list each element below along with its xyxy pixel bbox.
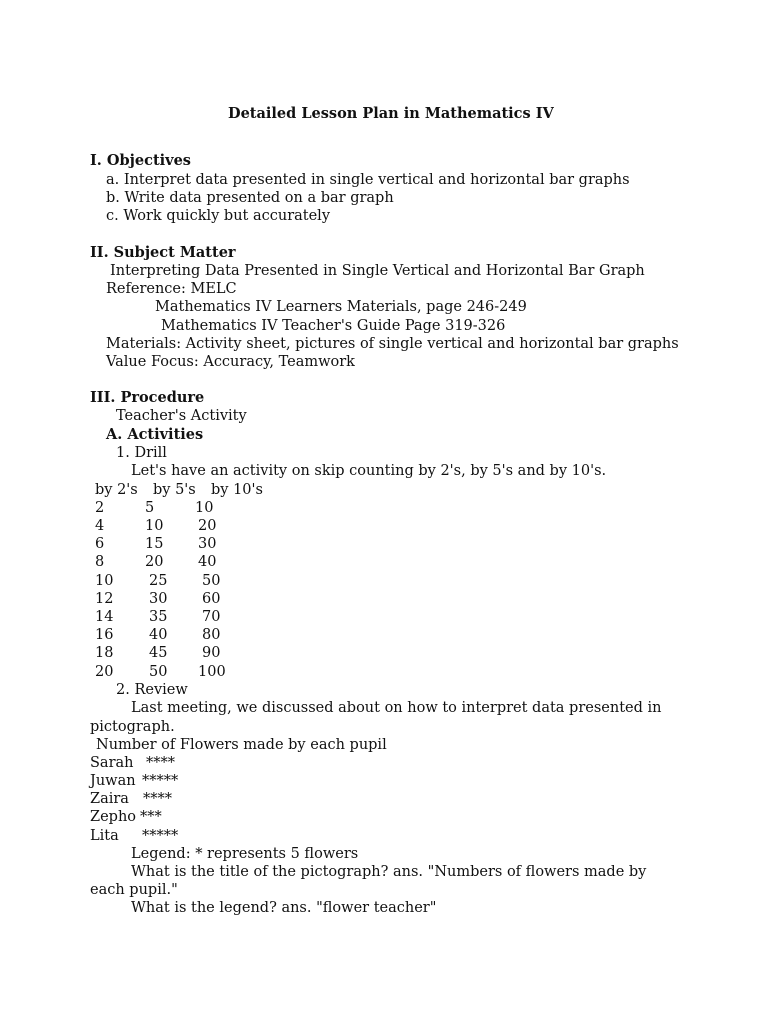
table-cell: 10 bbox=[145, 518, 164, 534]
table-cell: 30 bbox=[149, 591, 168, 607]
value-focus-line: Value Focus: Accuracy, Teamwork bbox=[106, 354, 355, 370]
reference-label: Reference: MELC bbox=[106, 281, 237, 297]
pupil-name: Zepho bbox=[90, 809, 137, 825]
table-cell: 40 bbox=[149, 627, 168, 643]
review-text-line: Last meeting, we discussed about on how to interpret data presented in bbox=[131, 700, 662, 716]
pupil-stars: ***** bbox=[142, 828, 179, 844]
activities-heading: A. Activities bbox=[106, 426, 204, 443]
pictograph-title: Number of Flowers made by each pupil bbox=[96, 737, 387, 753]
table-header-by-2: by 2's bbox=[95, 482, 138, 498]
subject-matter-heading: II. Subject Matter bbox=[90, 244, 236, 261]
objectives-heading: I. Objectives bbox=[90, 152, 191, 169]
table-cell: 40 bbox=[198, 554, 217, 570]
pupil-name: Zaira bbox=[90, 791, 129, 807]
table-cell: 35 bbox=[149, 609, 168, 625]
teacher-activity-label: Teacher's Activity bbox=[116, 408, 247, 424]
pupil-stars: *** bbox=[140, 809, 162, 825]
pupil-stars: **** bbox=[146, 755, 175, 771]
pictograph-legend: Legend: * represents 5 flowers bbox=[131, 846, 359, 862]
table-cell: 15 bbox=[145, 536, 164, 552]
table-cell: 5 bbox=[145, 500, 155, 516]
pupil-name: Sarah bbox=[90, 755, 134, 771]
objective-item: b. Write data presented on a bar graph bbox=[106, 190, 394, 206]
question-legend: What is the legend? ans. "flower teacher" bbox=[131, 900, 437, 916]
drill-label: 1. Drill bbox=[116, 445, 167, 461]
document-title: Detailed Lesson Plan in Mathematics IV bbox=[228, 105, 554, 122]
subject-topic: Interpreting Data Presented in Single Vertical and Horizontal Bar Graph bbox=[110, 263, 645, 279]
table-cell: 25 bbox=[149, 573, 168, 589]
table-cell: 4 bbox=[95, 518, 105, 534]
reference-teachers-guide: Mathematics IV Teacher's Guide Page 319-326 bbox=[161, 318, 506, 334]
table-header-by-10: by 10's bbox=[211, 482, 263, 498]
objective-item: a. Interpret data presented in single vertical and horizontal bar graphs bbox=[106, 172, 630, 188]
table-cell: 50 bbox=[149, 664, 168, 680]
objective-item: c. Work quickly but accurately bbox=[106, 208, 331, 224]
table-cell: 10 bbox=[195, 500, 214, 516]
table-cell: 70 bbox=[202, 609, 221, 625]
table-cell: 6 bbox=[95, 536, 105, 552]
procedure-heading: III. Procedure bbox=[90, 389, 205, 406]
table-cell: 30 bbox=[198, 536, 217, 552]
table-cell: 20 bbox=[198, 518, 217, 534]
review-label: 2. Review bbox=[116, 682, 188, 698]
pupil-name: Juwan bbox=[90, 773, 136, 789]
table-cell: 50 bbox=[202, 573, 221, 589]
table-cell: 45 bbox=[149, 645, 168, 661]
table-cell: 20 bbox=[145, 554, 164, 570]
question-title-continued: each pupil." bbox=[90, 882, 178, 898]
table-cell: 100 bbox=[198, 664, 226, 680]
pupil-name: Lita bbox=[90, 828, 119, 844]
review-text-line: pictograph. bbox=[90, 719, 175, 735]
table-cell: 2 bbox=[95, 500, 105, 516]
table-cell: 14 bbox=[95, 609, 114, 625]
table-cell: 80 bbox=[202, 627, 221, 643]
table-cell: 20 bbox=[95, 664, 114, 680]
table-cell: 8 bbox=[95, 554, 105, 570]
pupil-stars: **** bbox=[143, 791, 172, 807]
table-cell: 16 bbox=[95, 627, 114, 643]
table-cell: 60 bbox=[202, 591, 221, 607]
pupil-stars: ***** bbox=[142, 773, 179, 789]
table-cell: 12 bbox=[95, 591, 114, 607]
question-title: What is the title of the pictograph? ans. "Numbers of flowers made by bbox=[131, 864, 647, 880]
table-cell: 18 bbox=[95, 645, 114, 661]
table-cell: 10 bbox=[95, 573, 114, 589]
reference-learners-materials: Mathematics IV Learners Materials, page 246-249 bbox=[155, 299, 527, 315]
drill-instruction: Let's have an activity on skip counting by 2's, by 5's and by 10's. bbox=[131, 463, 607, 479]
table-header-by-5: by 5's bbox=[153, 482, 196, 498]
materials-line: Materials: Activity sheet, pictures of single vertical and horizontal bar graphs bbox=[106, 336, 679, 352]
table-cell: 90 bbox=[202, 645, 221, 661]
